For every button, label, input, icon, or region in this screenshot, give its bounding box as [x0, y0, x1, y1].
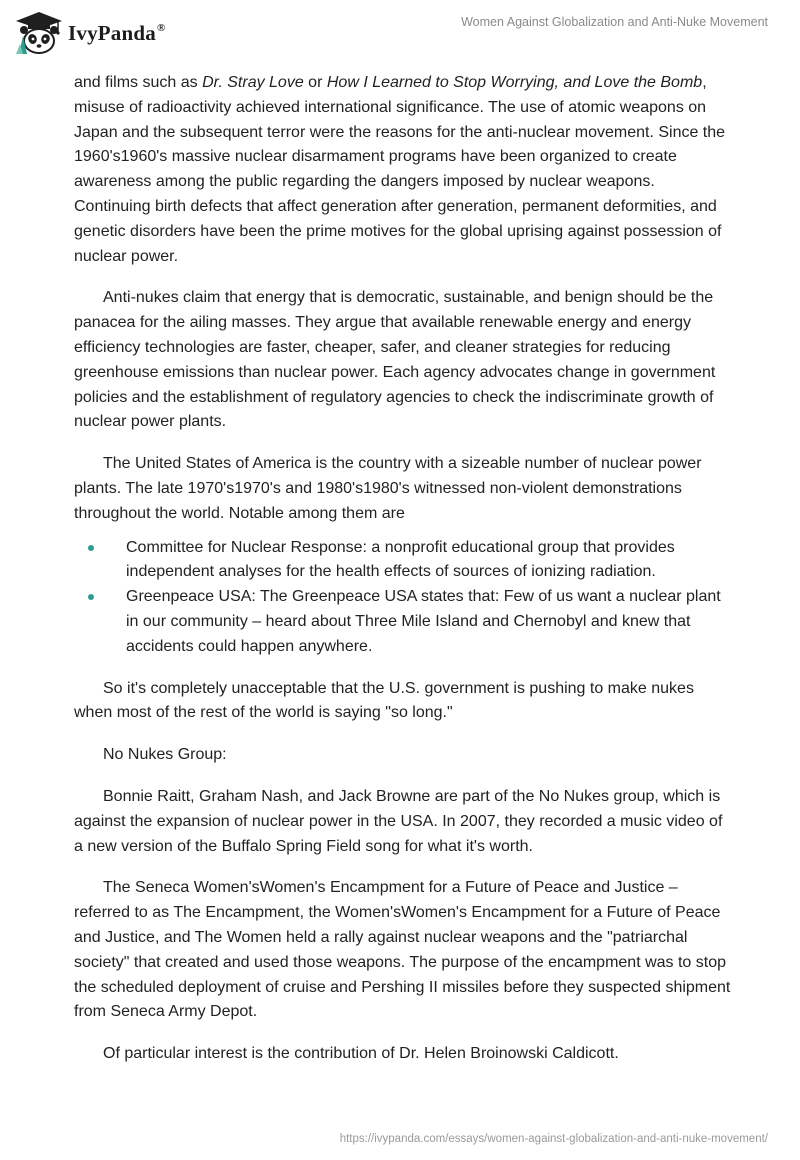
paragraph-5: No Nukes Group:	[103, 746, 227, 764]
paragraph-3: The United States of America is the country with a sizeable number of nuclear power plants. The late 1970's1970's and 1980's1980's witnessed non-violent demonstrations throughout the world. Notable among them are	[74, 455, 702, 522]
film-title-1: Dr. Stray Love	[202, 74, 304, 91]
paragraph-7: The Seneca Women'sWomen's Encampment for a Future of Peace and Justice – referred to as The Encampment, the Women'sWomen's Encampment for a Future of Peace and Justice, and The Women held a rally against nuclear weapons and the "patriarchal society" that created and used those weapons. The purpose of the encampment was to stop the scheduled deployment of cruise and Pershing II missiles before they suspected shipment from Seneca Army Depot.	[74, 879, 731, 1021]
list-item: Greenpeace USA: The Greenpeace USA states that: Few of us want a nuclear plant in our community – heard about Three Mile Island and Chernobyl and knew that accidents could happen anywhere.	[74, 585, 734, 659]
page-header	[0, 0, 800, 66]
bullet-dot-icon	[88, 594, 94, 600]
bullet-dot-icon	[88, 545, 94, 551]
list-item: Committee for Nuclear Response: a nonprofit educational group that provides independent analyses for the health effects of sources of ionizing radiation.	[74, 536, 734, 586]
brand-name: IvyPanda®	[68, 20, 166, 45]
paragraph-8: Of particular interest is the contribution of Dr. Helen Broinowski Caldicott.	[103, 1045, 619, 1063]
source-url[interactable]: https://ivypanda.com/essays/women-against-globalization-and-anti-nuke-movement/	[339, 1133, 768, 1145]
bullet-list	[74, 536, 734, 660]
panda-graduate-icon	[14, 10, 64, 56]
paragraph-4: So it's completely unacceptable that the U.S. government is pushing to make nukes when most of the rest of the world is saying "so long."	[74, 679, 694, 722]
film-title-2: How I Learned to Stop Worrying, and Love the Bomb	[326, 74, 703, 91]
paragraph-1: and films such as Dr. Stray Love or How I Learned to Stop Worrying, and Love the Bomb, misuse of radioactivity achieved international significance. The use of atomic weapons on Japan and the subsequent terror were the reasons for the anti-nuclear movement. Since the 1960's1960's massive nuclear disarmament programs have been organized to create awareness among the public regarding the dangers imposed by nuclear weapons. Continuing birth defects that affect generation after generation, permanent deformities, and genetic disorders have been the prime motives for the global uprising against possession of nuclear power.	[74, 74, 726, 265]
document-title: Women Against Globalization and Anti-Nuke Movement	[461, 15, 768, 29]
ivypanda-logo[interactable]	[14, 10, 165, 56]
paragraph-2: Anti-nukes claim that energy that is democratic, sustainable, and benign should be the panacea for the ailing masses. They argue that available renewable energy and energy efficiency technologies are faster, cheaper, safer, and cleaner strategies for reducing greenhouse emissions than nuclear power. Each agency advocates change in government policies and the establishment of regulatory agencies to check the indiscriminate growth of nuclear power plants.	[74, 289, 716, 431]
essay-body	[74, 71, 734, 1084]
paragraph-6: Bonnie Raitt, Graham Nash, and Jack Browne are part of the No Nukes group, which is against the expansion of nuclear power in the USA. In 2007, they recorded a music video of a new version of the Buffalo Spring Field song for what it's worth.	[74, 787, 723, 855]
